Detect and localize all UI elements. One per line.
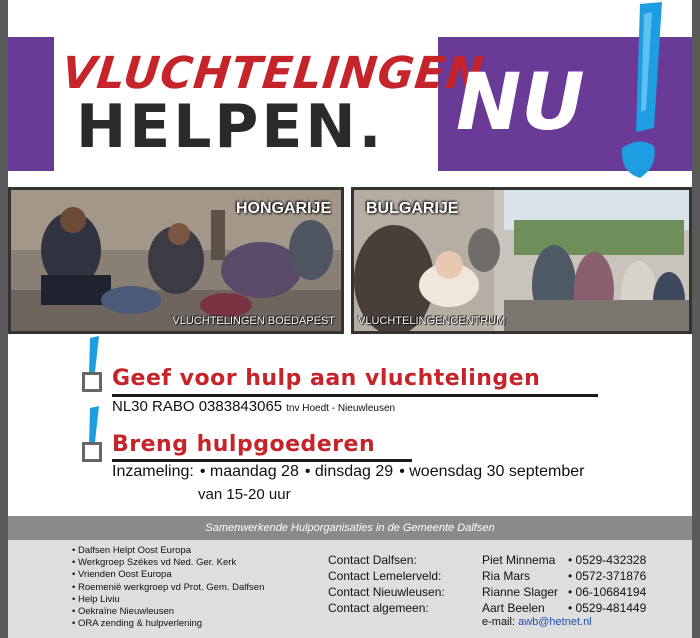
- organization-item: • Vrienden Oost Europa: [72, 569, 264, 581]
- organization-item: • Dalfsen Helpt Oost Europa: [72, 545, 264, 557]
- organization-item: • Help Liviu: [72, 594, 264, 606]
- collection-dates: [112, 463, 590, 481]
- contact-labels: [328, 552, 445, 616]
- bank-account: [112, 398, 395, 415]
- flyer: [8, 0, 692, 638]
- collection-day-2: • dinsdag 29: [304, 463, 394, 480]
- email-link[interactable]: awb@hetnet.nl: [518, 616, 592, 628]
- email-label: e-mail:: [482, 616, 516, 628]
- organization-item: • Werkgroep Székes vd Ned. Ger. Kerk: [72, 557, 264, 569]
- bring-heading: Breng hulpgoederen: [112, 432, 376, 457]
- footer-banner: Samenwerkende Hulporganisaties in de Gemeente Dalfsen: [8, 516, 692, 540]
- contact-phone: • 0572-371876: [568, 568, 646, 584]
- photo-heading-hongarije: HONGARIJE: [236, 200, 332, 217]
- contact-label: Contact algemeen:: [328, 601, 429, 615]
- photo-hongarije: [8, 187, 344, 334]
- photo-bulgarije: [351, 187, 692, 334]
- headline-accent: NU: [456, 58, 585, 148]
- organization-item: • Roemenië werkgroep vd Prot. Gem. Dalfsen: [72, 582, 264, 594]
- donate-heading: Geef voor hulp aan vluchtelingen: [112, 366, 541, 391]
- bring-checkbox: [82, 442, 102, 462]
- collection-day-3: • woensdag 30 september: [399, 463, 585, 480]
- organization-list: [72, 545, 264, 630]
- contact-name: Ria Mars: [482, 569, 531, 583]
- photo-heading-bulgarije: BULGARIJE: [366, 200, 459, 217]
- headline-line-2: HELPEN.: [76, 92, 385, 162]
- collection-day-1: • maandag 28: [199, 463, 299, 480]
- photo-caption-hongarije: VLUCHTELINGEN BOEDAPEST: [172, 315, 335, 327]
- donate-underline: [112, 394, 598, 397]
- headline-line-1: VLUCHTELINGEN: [59, 48, 487, 99]
- collection-label: Inzameling:: [112, 463, 194, 480]
- contact-name: Piet Minnema: [482, 553, 556, 567]
- contact-label: Contact Lemelerveld:: [328, 569, 442, 583]
- account-number: NL30 RABO 0383843065: [112, 398, 283, 415]
- footer-contact-box: [8, 540, 692, 638]
- account-holder: tnv Hoedt - Nieuwleusen: [286, 403, 396, 414]
- email-row: [482, 616, 592, 628]
- purple-band-left: [8, 37, 54, 171]
- contact-phone: • 0529-481449: [568, 600, 646, 616]
- contact-name: Rianne Slager: [482, 585, 559, 599]
- bring-underline: [112, 459, 412, 462]
- contact-name: Aart Beelen: [482, 601, 545, 615]
- contact-names: [482, 552, 558, 616]
- contact-phones: [568, 552, 646, 616]
- contact-label: Contact Nieuwleusen:: [328, 585, 445, 599]
- contact-phone: • 0529-432328: [568, 552, 646, 568]
- photo-caption-bulgarije: VLUCHTELINGENCENTRUM: [358, 315, 506, 327]
- exclamation-icon: [592, 0, 692, 185]
- collection-time: van 15-20 uur: [198, 486, 291, 503]
- organization-item: • ORA zending & hulpverlening: [72, 618, 264, 630]
- organization-item: • Oekraïne Nieuwleusen: [72, 606, 264, 618]
- donate-checkbox: [82, 372, 102, 392]
- contact-label: Contact Dalfsen:: [328, 553, 417, 567]
- contact-phone: • 06-10684194: [568, 584, 646, 600]
